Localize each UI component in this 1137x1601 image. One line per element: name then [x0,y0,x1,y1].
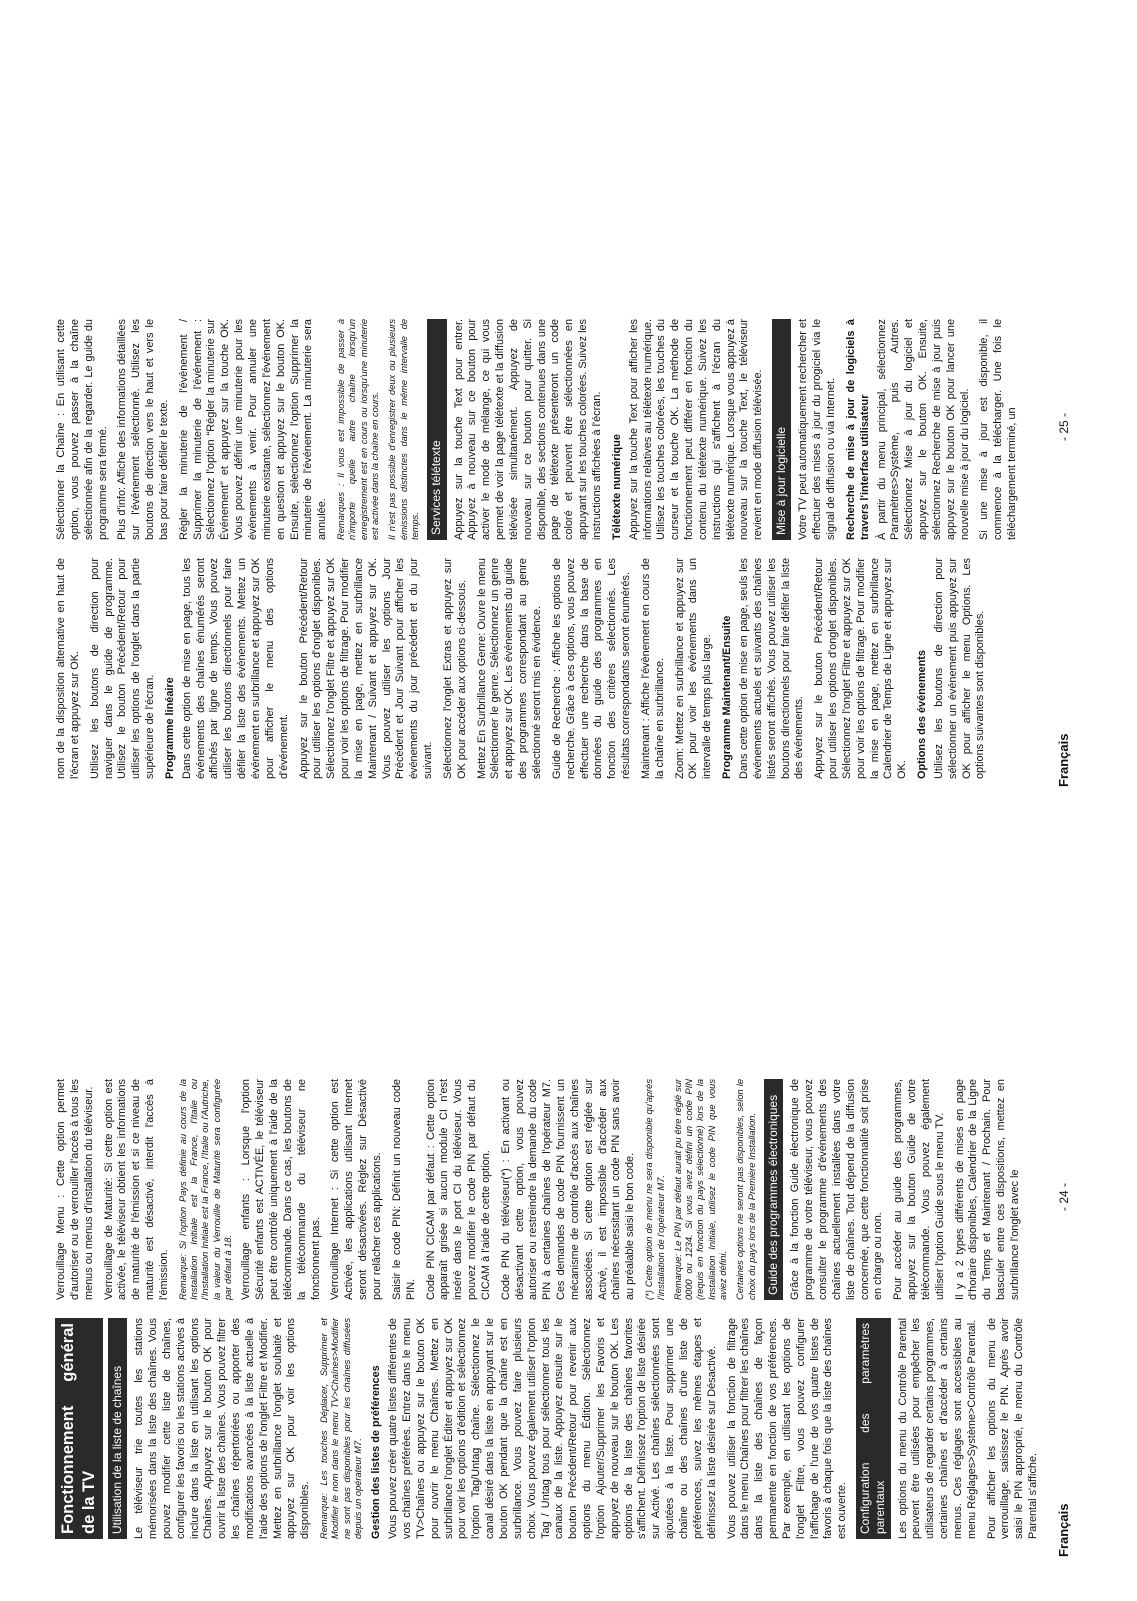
paragraph: Le téléviseur trie toutes les stations mémorisées dans la liste des chaînes. Vous pouvez modifier cette liste de chaînes, configurer les favoris ou les stations actives à inclure dans la liste en utilisant les options Chaînes. Appuyez sur le bouton OK pour ouvrir la liste des chaînes. Vous pouvez filtrer les chaînes répertoriées ou apporter des modifications avancées à la liste actuelle à l'aide des options de l'onglet Filtre et Modifier. Mettez en surbrillance l'onglet souhaité et appuyez sur OK pour voir les options disponibles. [133,1318,312,1539]
paragraph: Pour afficher les options du menu de verrouillage, saisissez le PIN. Après avoir saisi le PIN approprié, le menu du Contrôle Parental s'affiche. [985,1318,1040,1539]
paragraph: Utilisez les boutons de direction pour naviguer dans le guide de programme. Utilisez le bouton Précédent/Retour pour utiliser les options de l'onglet dans la partie supérieure de l'écran. [88,558,157,779]
heading-now-next: Programme Maintenant/Ensuite [721,615,734,779]
column-3 [55,558,1040,779]
page-number: - 24 - [1057,1182,1071,1211]
section-epg: Guide des programmes électroniques [764,1079,783,1300]
paragraph: Si une mise à jour est disponible, il commence à la télécharger. Une fois le téléchargement terminé, un [978,319,1019,540]
section-teletext: Services télétexte [427,319,446,540]
paragraph: À partir du menu principal, sélectionnez Paramètres>Système, puis Autres. Sélectionnez Mise à jour du logiciel et appuyez sur le bouton OK. Ensuite, sélectionnez Recherche de mise à jour puis appuyez sur le bouton OK pour lancer une nouvelle mise à jour du logiciel. [875,319,971,540]
paragraph: Verrouillage Menu : Cette option permet d'autoriser ou de verrouiller l'accès à tous les menus ou menus d'installation du téléviseur. [55,1079,95,1300]
page-24 [0,801,1137,1601]
paragraph: Verrouillage de Maturité: Si cette option est activée, le téléviseur obtient les informations de maturité de l'émission et si ce niveau de maturité est désactivé, interdit l'accès à l'émission. [102,1079,170,1300]
remark: Certaines options ne seront pas disponibles, selon le choix du pays lors de la Première Installation. [735,1079,757,1300]
paragraph: Maintenant : Affiche l'évènement en cours de la chaîne en surbrillance. [639,558,666,779]
paragraph: Sélectionnez l'onglet Extras et appuyez sur OK pour accéder aux options ci-dessous. [441,558,468,779]
remark: Remarques : Il vous est impossible de passer à n'importe quelle autre chaîne lorsqu'un enregistrement est en cours ou lorsqu'une minuterie est activée dans la chaîne en cours. [336,319,381,540]
paragraph: Code PIN du téléviseur(*) : En activant ou désactivant cette option, vous pouvez autoriser ou restreindre la demande du code PIN à certaines chaînes de l'opérateur M7. Ces demandes de code PIN fournissent un mécanisme de contrôle d'accès aux chaînes associées. Si cette option est réglée sur Activé, il est impossible d'accéder aux chaînes nécessitant un code PIN sans avoir au préalable saisi le bon code. [499,1079,637,1300]
paragraph: Il y a 2 types différents de mises en page d'horaire disponibles, Calendrier de la Ligne du Temps et Maintenant / Prochain. Pour basculer entre ces dispositions, mettez en surbrillance l'onglet avec le [953,1079,1022,1300]
section-software-update: Mise à jour logicielle [772,319,791,540]
paragraph: Pour accéder au guide des programmes, appuyez sur la bouton Guide de votre télécommande. Vous pouvez également utiliser l'option Guide sous le menu TV. [892,1079,946,1300]
paragraph: Plus d'info: Affiche des informations détaillées sur l'événement sélectionné. Utilisez les boutons de direction vers le haut et vers le bas pour faire défiler le texte. [116,319,170,540]
paragraph: Saisir le code PIN: Définit un nouveau code PIN. [390,1079,417,1300]
remark: Remarque: Si l'option Pays définie au cours de la Installation Initiale est la France, l'Italie ou l'Installation Initiale est la France, l'Italie ou l'Autriche, la valeur du Verrouille de Maturité sera configurée par défaut à 18. [177,1079,234,1300]
page-number: - 25 - [1057,412,1071,441]
heading-event-options: Options des événements [916,650,929,779]
paragraph: Dans cette option de mise en page, tous les événements des chaînes énumérés seront affichés par ligne de temps. Vous pouvez utiliser les boutons directionnels pour faire défiler la liste des événements. Mettez un événement en surbrillance et appuyez sur OK pour afficher le menu des options d'événement. [180,558,290,779]
footer-language: Français [1056,733,1071,787]
paragraph: Appuyez sur le bouton Précédent/Retour pour utiliser les options d'onglet disponibles. Sélectionnez l'onglet Filtre et appuyez sur OK pour voir les options de filtrage. Pour modifier la mise en page, mettez en surbrillance Calendrier de Temps de Ligne et appuyez sur OK. [813,558,909,779]
paragraph: Les options du menu du Contrôle Parental peuvent être utilisées pour empêcher les utilisateurs de regarder certains programmes, certaines chaînes et d'accéder à certains menus. Ces réglages sont accessibles au menu Réglages>Système>Contrôle Parental. [896,1318,978,1539]
heading-linear: Programme linéaire [163,677,176,779]
remark: (*) Cette option de menu ne sera disponible qu'après l'installation de l'opérateur M7. [644,1079,666,1300]
page-25 [0,1,1137,801]
paragraph: Mettez En Surbrillance Genre: Ouvre le menu Sélectionner le genre. Sélectionnez un genre et appuyez sur OK. Les événements du guide des programmes correspondant au genre sélectionné seront mis en évidence. [475,558,543,779]
paragraph: Guide de Recherche : Affiche les options de recherche. Grâce à ces options, vous pouvez effectuer une recherche dans la base de données du guide des programmes en fonction des critères sélectionnés. Les résultats correspondants seront énumérés. [550,558,633,779]
paragraph: Vous pouvez créer quatre listes différentes de vos chaînes préférées. Entrez dans le menu TV>Chaînes ou appuyez sur le bouton OK pour ouvrir le menu Chaînes. Mettez en surbrillance l'onglet Éditer et appuyez sur OK pour voir les options d'édition et sélectionnez l'option Tag/Untag chaîne. Sélectionnez le canal désiré dans la liste en appuyant sur le bouton OK pendant que la chaîne est en surbrillance. Vous pouvez faire plusieurs choix. Vous pouvez également utiliser l'option Tag / Untag tous pour sélectionner tous les canaux de la liste. Appuyez ensuite sur le bouton Précédent/Retour pour revenir aux options du menu Édition. Sélectionnez l'option Ajouter/Supprimer les Favoris et appuyez de nouveau sur le bouton OK. Les options de la liste des chaînes favorites s'affichent. Définissez l'option de liste désirée sur Activé. Les chaînes sélectionnées sont ajoutées à la liste. Pour supprimer une chaîne ou des chaînes d'une liste de préférences, suivez les mêmes étapes et définissez la liste désirée sur Désactivé. [387,1318,718,1539]
remark: Remarque: Les touches Déplacer, Supprimer et Modifier le nom dans le menu TV>Chaînes>Modifier ne sont pas disponibles pour les chaînes diffusées depuis un opérateur M7. [319,1318,364,1539]
heading-digital-teletext: Télétexte numérique [610,434,623,540]
paragraph: Appuyez sur le bouton Précédent/Retour pour utiliser les options d'onglet disponibles. Sélectionnez l'onglet Filtre et appuyez sur OK pour voir les options de filtrage. Pour modifier la mise en page, mettez en surbrillance Maintenant / Suivant et appuyez sur OK. Vous pouvez utiliser les options Jour Précédent et Jour Suivant pour afficher les événements du jour précédent et du jour suivant. [297,558,435,779]
remark: Il n'est pas possible d'enregistrer deux ou plusieurs émissions distinctes dans le même intervalle de temps. [387,319,420,540]
paragraph: Zoom: Mettez en surbrillance et appuyez sur OK pour voir les événements dans un intervalle de temps plus large. [673,558,714,779]
footer-language: Français [1056,1503,1071,1557]
page-title: Fonctionnement général de la TV [55,1318,103,1539]
paragraph: Verrouillage Internet : Si cette option est Activée, les applications utilisant Internet seront désactivées. Réglez sur Désactivé pour relâcher ces applications. [329,1079,383,1300]
paragraph: Appuyez sur la touche Text pour entrer. Appuyez à nouveau sur ce bouton pour activer le mode de mélange, ce qui vous permet de voir la page télétexte et la diffusion télévisée simultanément. Appuyez de nouveau sur ce bouton pour quitter. Si disponible, des sections contenues dans une page de télétexte présenteront un code coloré et peuvent être sélectionnées en appuyant sur les touches colorées. Suivez les instructions affichées à l'écran. [452,319,603,540]
column-4 [55,319,1040,540]
section-channel-list: Utilisation de la liste de chaînes [108,1318,127,1539]
paragraph: Dans cette option de mise en page, seuls les événements actuels et suivants des chaînes listés seront affichés. Vous pouvez utiliser les boutons directionnels pour faire défiler la liste des événements. [737,558,806,779]
heading-favourites: Gestion des listes de préférences [370,1365,383,1539]
paragraph: Votre TV peut automatiquement rechercher et effectuer des mises à jour du progiciel via le signal de diffusion ou via Internet. [797,319,838,540]
paragraph: Code PIN CICAM par défaut : Cette option apparaît grisée si aucun module CI n'est inséré dans le port CI du téléviseur. Vous pouvez modifier le code PIN par défaut du CICAM à l'aide de cette option. [424,1079,492,1300]
heading-update-search: Recherche de mise à jour de logiciels à travers l'interface utilisateur [844,319,871,540]
paragraph: Appuyez sur la touche Text pour afficher les informations relatives au télétexte numérique. Utilisez les touches colorées, les touches du curseur et la touche OK. La méthode de fonctionnement peut différer en fonction du contenu du télétexte numérique. Suivez les instructions qui s'affichent à l'écran du télétexte numérique. Lorsque vous appuyez à nouveau sur la touche Text, le téléviseur revient en mode diffusion télévisée. [627,319,765,540]
paragraph: Régler la minuterie de l'événement / Supprimer la minuterie de l'événement : Sélectionnez l'option “Régler la minuterie sur Événement” et appuyez sur la touche OK. Vous pouvez définir une minuterie pour les événements à venir. Pour annuler une minuterie existante, sélectionnez l'événement en question et appuyez sur le bouton OK. Ensuite, sélectionnez l'option Supprimer la minuterie de l'événement. La minuterie sera annulée. [177,319,329,540]
paragraph: Vous pouvez utiliser la fonction de filtrage dans le menu Chaînes pour filtrer les chaînes dans la liste des chaînes de façon permanente en fonction de vos préférences. Par exemple, en utilisant les options de l'onglet Filtre, vous pouvez configurer l'affichage de l'une de vos quatre listes de favoris à chaque fois que la liste des chaînes est ouverte. [725,1318,849,1539]
paragraph: Verrouillage enfants : Lorsque l'option Sécurité enfants est ACTIVÉE, le téléviseur peut être contrôlé uniquement à l'aide de la télécommande. Dans ce cas, les boutons de la télécommande du téléviseur ne fonctionnent pas. [240,1079,322,1300]
column-1 [55,1318,1040,1539]
remark: Remarque: Le PIN par défaut aurait pu être réglé sur 0000 ou 1234. Si vous avez défini un code PIN (requis en fonction du pays sélectionné) lors de la Installation Initiale, utilisez le code PIN que vous aviez défini. [672,1079,729,1300]
section-parental: Configuration des paramètres parentaux [856,1318,890,1539]
paragraph: Sélectionner la Chaîne : En utilisant cette option, vous pouvez passer à la chaîne sélectionnée afin de la regarder. Le guide du programme sera fermé. [55,319,109,540]
paragraph: Utilisez les boutons de direction pour sélectionner un événement puis appuyez sur OK pour afficher le menu Options. Les options suivantes sont disponibles. [932,558,987,779]
paragraph: nom de la disposition alternative en haut de l'écran et appuyez sur OK. [55,558,81,779]
column-2 [55,1079,1040,1300]
paragraph: Grâce à la fonction Guide électronique de programme de votre téléviseur, vous pouvez consulter le programme d'événements des chaînes actuellement installées dans votre liste de chaînes. Tout dépend de la diffusion concernée, que cette fonctionnalité soit prise en charge ou non. [789,1079,885,1300]
